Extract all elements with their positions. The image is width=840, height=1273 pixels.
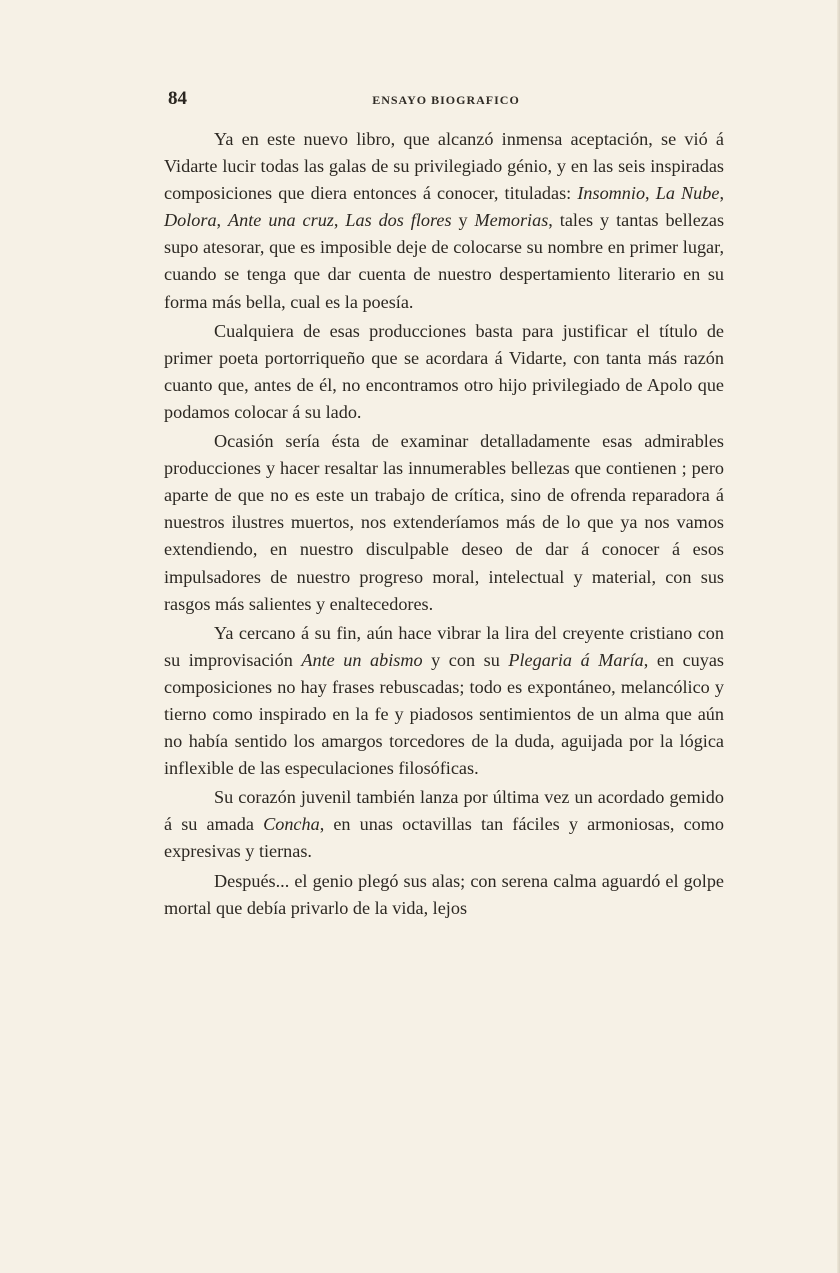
- text-run: y: [451, 210, 475, 231]
- italic-title: Ante una cruz: [228, 210, 334, 231]
- paragraph: [164, 784, 724, 865]
- text-run: Ya cercano á su fin, aún hace vibrar la lira del creyente cristiano con su improvisación: [164, 622, 724, 670]
- paragraph: [164, 428, 724, 618]
- paragraph: [164, 868, 724, 922]
- text-run: ,: [645, 183, 656, 204]
- text-run: Después... el genio plegó sus alas; con serena calma aguardó el golpe mortal que debía privarlo de la vida, lejos: [164, 870, 724, 918]
- italic-title: Dolora: [164, 210, 217, 231]
- italic-title: Insomnio: [577, 183, 646, 204]
- italic-title: Memorias: [474, 210, 549, 231]
- italic-title: Ante un abismo: [301, 649, 423, 670]
- text-run: , en cuyas composiciones no hay frases rebuscadas; todo es expontáneo, melancólico y tierno como inspirado en la fe y piadosos sentimientos de un alma que aún no había sentido los amargos torcedores de la duda, aguijada por la lógica inflexible de las especulaciones filosóficas.: [164, 649, 724, 779]
- italic-title: La Nube: [655, 183, 720, 204]
- paragraph: [164, 620, 724, 783]
- text-run: ,: [216, 210, 229, 231]
- text-run: Su corazón juvenil también lanza por última vez un acordado gemido á su amada: [164, 787, 724, 835]
- text-run: Cualquiera de esas producciones basta para justificar el título de primer poeta portorriqueño que se acordara á Vidarte, con tanta más razón cuanto que, antes de él, no encontramos otro hijo privilegiado de Apolo que podamos colocar á su lado.: [164, 320, 724, 422]
- text-run: Ya en este nuevo libro, que alcanzó inmensa aceptación, se vió á Vidarte lucir todas las galas de su privilegiado génio, y en las seis inspiradas composiciones que diera entonces á conocer, tituladas:: [164, 129, 724, 204]
- italic-title: Plegaria á María: [508, 649, 644, 670]
- text-run: ,: [719, 183, 724, 204]
- page-number: 84: [168, 88, 187, 109]
- text-run: ,: [333, 210, 346, 231]
- italic-title: Las dos flores: [345, 210, 452, 231]
- paragraph: [164, 126, 724, 316]
- paragraph: [164, 318, 724, 426]
- text-run: , tales y tantas bellezas supo atesorar, que es imposible deje de colocarse su nombre en primer lugar, cuando se tenga que dar cuenta de nuestro despertamiento literario en su forma más bella, cual es la poesía.: [164, 210, 725, 312]
- italic-title: Concha: [263, 814, 320, 835]
- body-text: [164, 126, 724, 922]
- text-run: Ocasión sería ésta de examinar detalladamente esas admirables producciones y hacer resaltar las innumerables bellezas que contienen ; pero aparte de que no es este un trabajo de crítica, sino de ofrenda reparadora á nuestros ilustres muertos, nos extenderíamos más de lo que ya nos vamos extendiendo, en nuestro disculpable deseo de dar á conocer á esos impulsadores de nuestro progreso moral, intelectual y material, con sus rasgos más salientes y enaltecedores.: [164, 431, 724, 614]
- text-run: , en unas octavillas tan fáciles y armoniosas, como expresivas y tiernas.: [164, 814, 725, 862]
- text-run: y con su: [422, 649, 509, 670]
- page-header: [168, 88, 724, 112]
- running-head: ENSAYO BIOGRAFICO: [372, 93, 520, 107]
